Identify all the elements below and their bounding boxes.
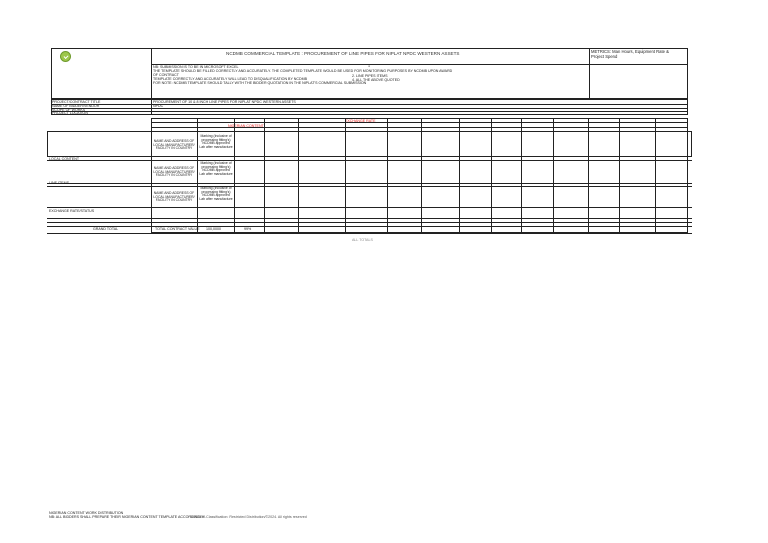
grid-header-line [151, 122, 688, 123]
group-1-band [47, 131, 692, 157]
project-info-frame [51, 99, 688, 115]
group-2-name-box: NAME AND ADDRESS OF LOCAL MANUFACTURER/ FACILITY IN COUNTRY [153, 166, 195, 178]
instruction-right-1: 2. LINE PIPES ITEMS [352, 74, 388, 78]
instruction-right-2: 4. ALL THE ABOVE QUOTED [352, 78, 400, 82]
group-3-top [47, 186, 692, 187]
total-pct-value: 99% [244, 227, 252, 231]
group-1-note-box: Marking (Inclusive of processing fitting's) NCDMB approved Lab after manufacture [199, 134, 233, 150]
template-title: NCDMB COMMERCIAL TEMPLATE : PROCUREMENT OF LINE PIPES FOR NIPLAT NPDC WESTERN ASSETS [226, 51, 460, 56]
footer-line-2: NB: ALL BIDDERS SHALL PREPARE THEIR NIGERIAN CONTENT TEMPLATE ACCORDINGLY [49, 515, 205, 519]
total-contract-value-label: TOTAL CONTRACT VALUE [155, 227, 200, 231]
totals-line-2 [47, 222, 692, 223]
group-3-note-box: Marking (Inclusive of processing fitting's) NCDMB approved Lab after manufacture [199, 186, 233, 202]
totals-line-1 [47, 218, 692, 219]
project-info-line-3 [51, 111, 688, 112]
group-3-bottom [47, 207, 692, 208]
group-2-note-box: Marking (Inclusive of processing fitting's) NCDMB approved Lab after manufacture [199, 161, 233, 177]
project-info-line-2 [51, 108, 688, 109]
location-label: PROJECT LOCATION [52, 111, 88, 115]
header-divider-left [151, 48, 152, 99]
group-2-top [47, 160, 692, 161]
group-1-name-box: NAME AND ADDRESS OF LOCAL MANUFACTURER/ FACILITY IN COUNTRY [153, 139, 195, 151]
metrics-title: METRICS: Man Hours, Equipment Rate & Project Spend [591, 49, 669, 59]
company-logo-icon [60, 51, 71, 62]
project-title-value: PROCUREMENT OF 10 & 8 INCH LINE PIPES FOR NIPLAT NPDC WESTERN ASSETS [153, 100, 296, 104]
instruction-2: THE TEMPLATE SHOULD BE FILLED CORRECTLY AND ACCURATELY. THE COMPLETED TEMPLATE WOULD BE USED FOR MONITORING PURPOSES BY NCDMB UPON AWARD [153, 69, 453, 73]
bidder-label: NAME OF BIDDER/VENDOR [52, 104, 100, 108]
line-items-label: LINE ITEMS [49, 181, 69, 185]
project-title-label: PROJECT/CONTRACT TITLE [52, 100, 101, 104]
footer-copyright: NOSDRA Classification: Restricted Distribution/©2024. All rights reserved [190, 515, 307, 519]
grand-total-label: GRAND TOTAL [93, 227, 119, 231]
scope-label: SCOPE OF WORKS [52, 108, 86, 112]
footer-line-1: NIGERIAN CONTENT WORK DISTRIBUTION [49, 511, 124, 515]
totals-line-4 [47, 233, 692, 234]
exchange-rate-label: EXCHANGE RATE/STATUS [49, 209, 95, 213]
group-3-name-box: NAME AND ADDRESS OF LOCAL MANUFACTURER/ FACILITY IN COUNTRY [153, 191, 195, 203]
totals-line-3 [47, 226, 692, 227]
section-header-exchange-rate: EXCHANGE RATE [345, 119, 376, 123]
totals-tail: ALL TOTALS [352, 238, 373, 242]
group-2-bottom [47, 183, 692, 184]
bidder-value: NPDC [153, 104, 164, 108]
instruction-5: FOR NOTE: NCDMB TEMPLATE SHOULD TALLY WITH THE BIDDER QUOTATION IN THE NIPLAT'S COMMERCIAL SUBMISSION [153, 81, 367, 85]
local-content-label-1: LOCAL CONTENT [49, 157, 80, 161]
page-marker: 1 [368, 64, 370, 68]
total-usd-value: 100,0000 [206, 227, 221, 231]
header-divider-right [589, 48, 590, 99]
section-header-nigerian-content: NIGERIAN CONTENT [228, 124, 264, 128]
project-info-divider [151, 99, 152, 115]
instruction-4: TEMPLATE CORRECTLY AND ACCURATELY WILL LEAD TO DISQUALIFICATION BY NCDMB [153, 77, 307, 81]
instruction-3: OF CONTRACT [153, 73, 179, 77]
instruction-1: NB: SUBMISSION IS TO BE IN MICROSOFT EXCEL [153, 65, 239, 69]
project-info-line-1 [51, 104, 688, 105]
